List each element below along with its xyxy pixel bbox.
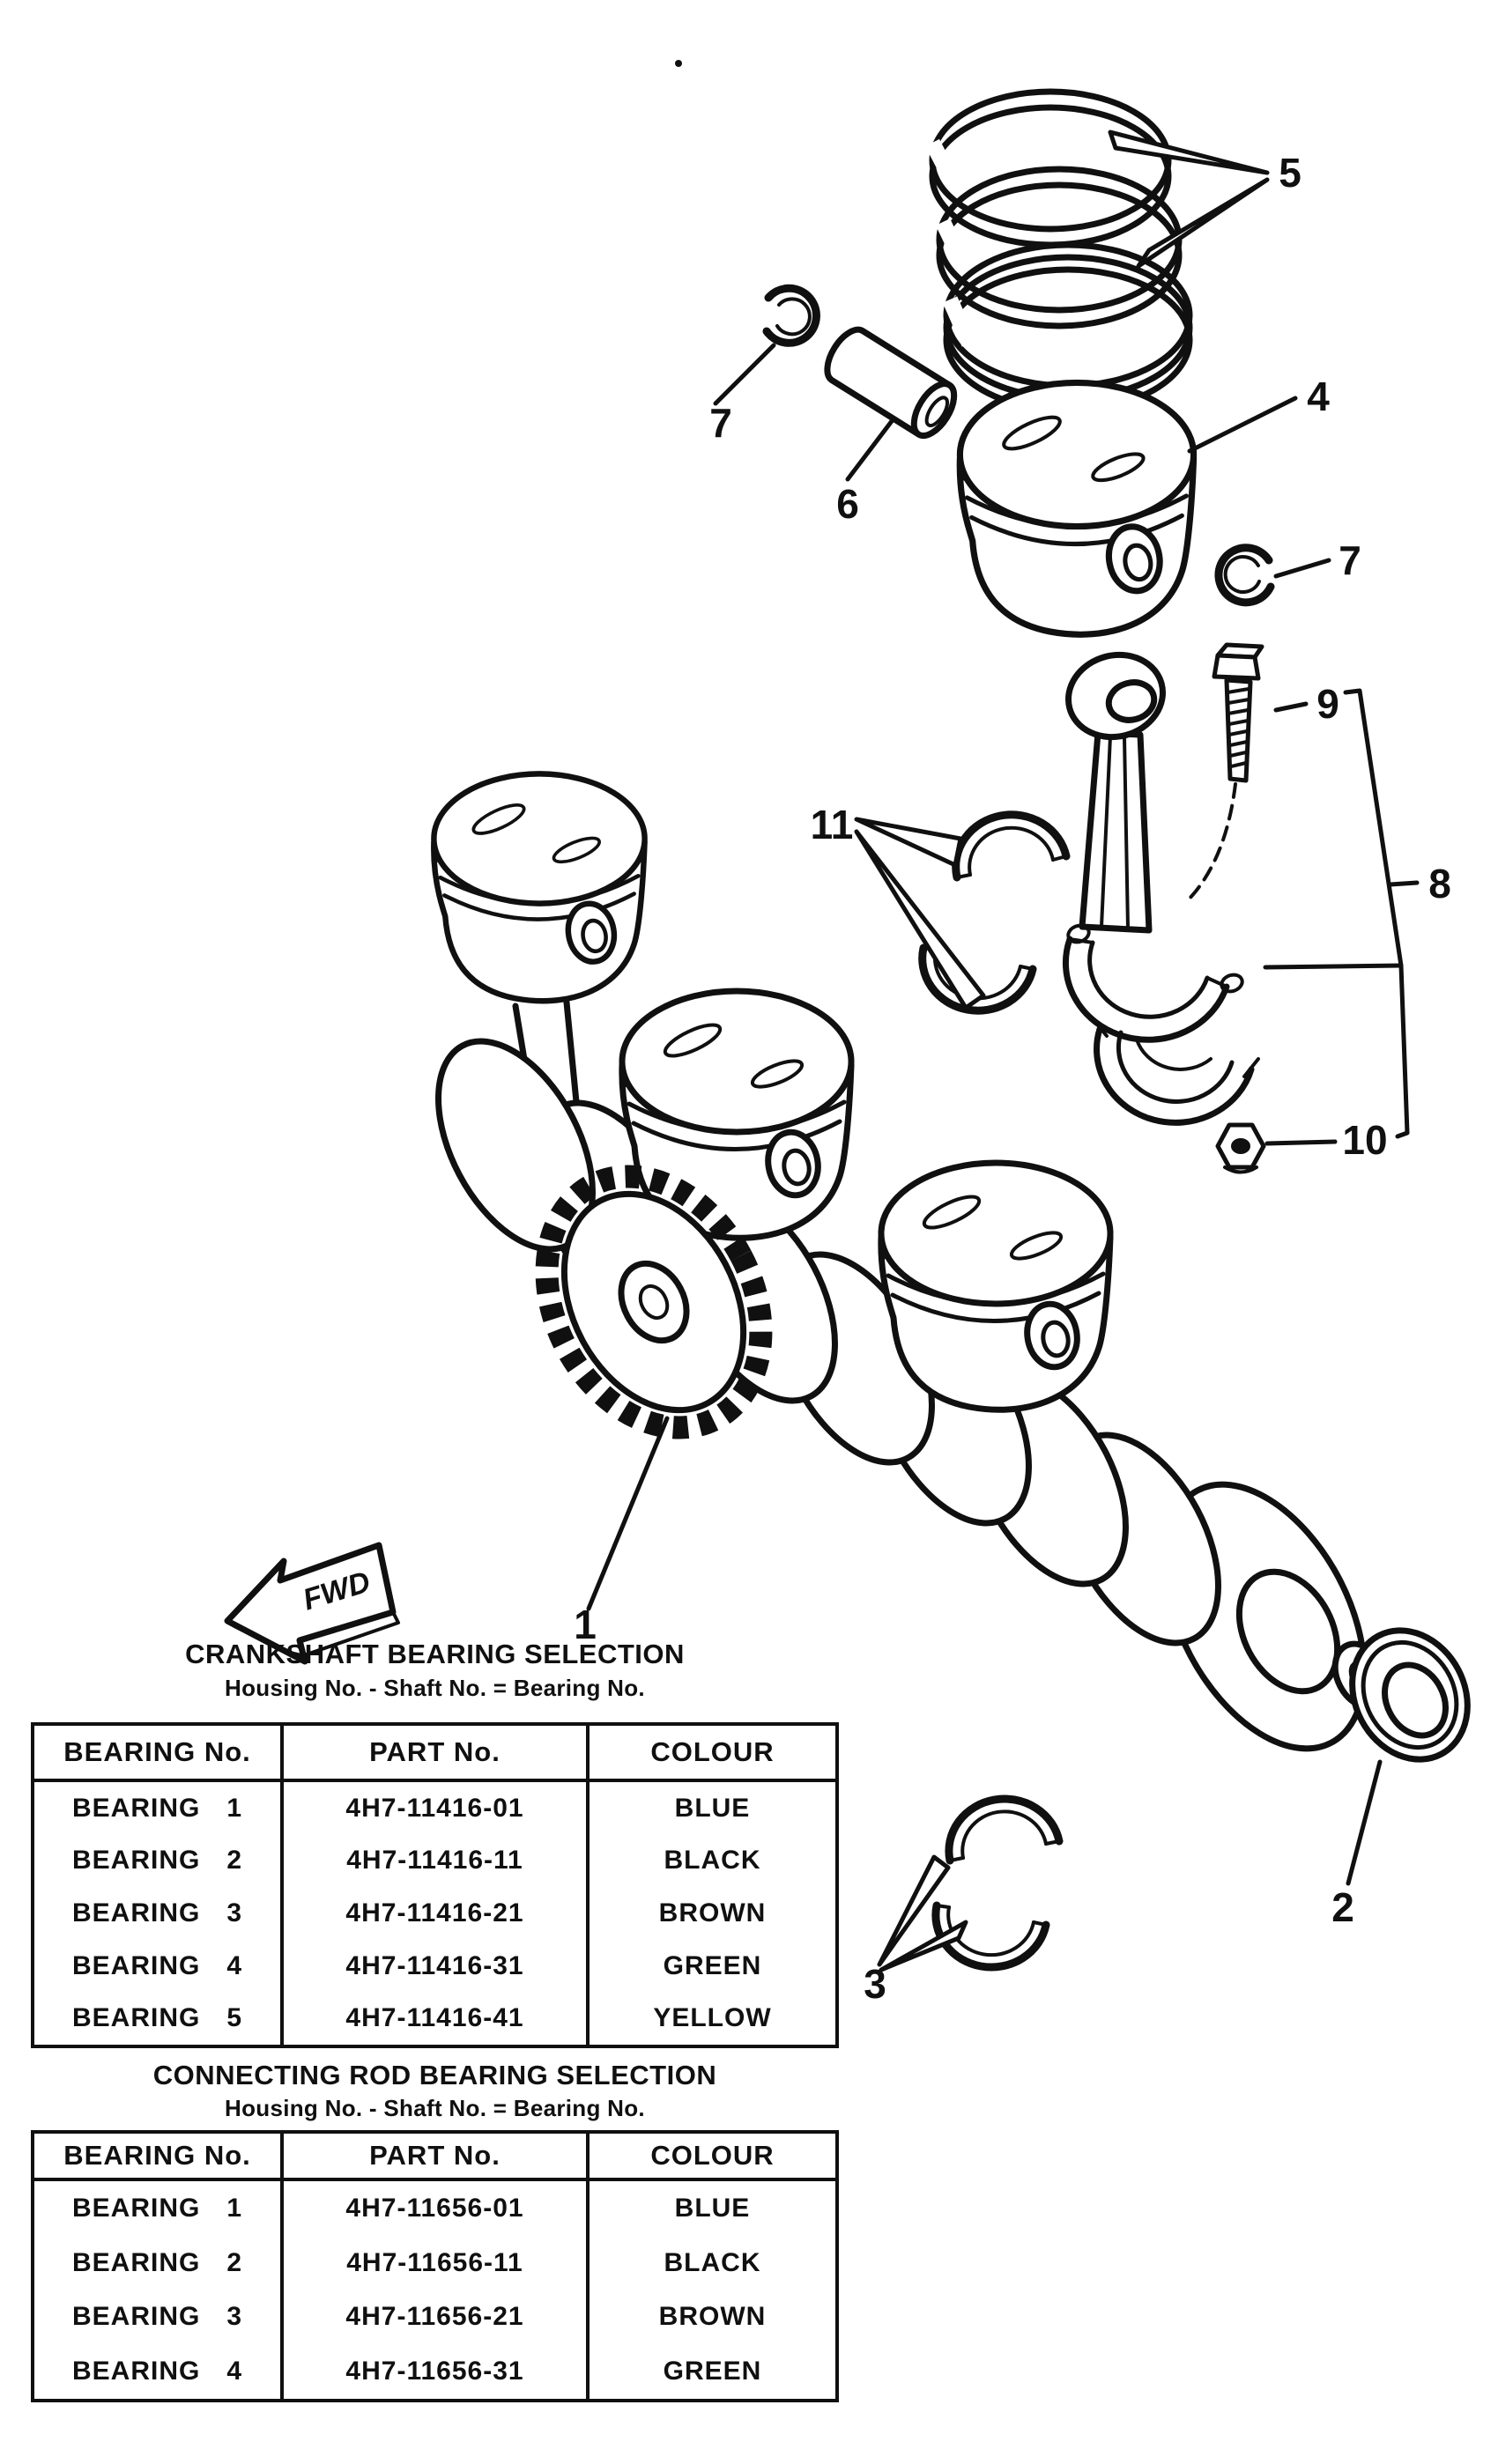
fwd-arrow-label: FWD (299, 1565, 374, 1617)
table-cell: 4H7-11416-01 (284, 1782, 590, 1835)
callout-7-right: 7 (1339, 537, 1361, 583)
connecting-rod (1059, 645, 1244, 1040)
table-cell: 4H7-11656-21 (284, 2290, 590, 2345)
piston-1 (434, 773, 644, 1001)
crankshaft-table-title: CRANKSHAFT BEARING SELECTION (185, 1639, 685, 1669)
table-cell: BROWN (658, 2302, 767, 2332)
bearing-no: 1 (226, 2193, 243, 2223)
bearing-label: BEARING (71, 2247, 201, 2277)
table-cell (34, 2290, 284, 2345)
col-header-part-no: PART No. (284, 1726, 590, 1782)
bearing-label: BEARING (71, 2003, 201, 2033)
callout-10: 10 (1342, 1117, 1388, 1163)
bearing-no: 2 (226, 1846, 243, 1876)
bolt-insertion-line (1186, 784, 1235, 902)
table-cell: 4H7-11656-11 (284, 2236, 590, 2290)
bearing-label: BEARING (71, 1898, 201, 1928)
leader-11 (857, 819, 983, 1008)
table-cell: 4H7-11656-01 (284, 2181, 590, 2236)
leader-6 (848, 421, 892, 479)
bearing-label: BEARING (71, 1950, 201, 1980)
piston-pin-clip-right (1219, 548, 1274, 603)
crankshaft-assembly (406, 773, 1405, 1781)
table-cell (34, 1992, 284, 2045)
bearing-no: 1 (226, 1793, 243, 1823)
leader-9 (1276, 704, 1306, 710)
callout-6: 6 (836, 481, 859, 527)
callout-4: 4 (1307, 374, 1330, 419)
table-cell: BLACK (664, 1846, 761, 1876)
table-cell: 4H7-11416-21 (284, 1887, 590, 1940)
piston-pin-clip-left (763, 288, 816, 343)
leader-4 (1190, 398, 1295, 451)
leader-1 (589, 1418, 667, 1609)
leader-2 (1348, 1762, 1380, 1883)
piston-3 (881, 1163, 1110, 1410)
col-header-colour: COLOUR (590, 1726, 835, 1782)
bearing-label: BEARING (71, 2193, 201, 2223)
table-cell (34, 1887, 284, 1940)
col-header-colour: COLOUR (590, 2134, 835, 2181)
callout-9: 9 (1316, 681, 1339, 727)
bearing-no: 2 (226, 2247, 243, 2277)
connecting-rod-bolt (1214, 645, 1262, 781)
table-cell (34, 2181, 284, 2236)
table-cell: YELLOW (653, 2003, 772, 2033)
bearing-label: BEARING (71, 2357, 201, 2386)
table-cell: 4H7-11656-31 (284, 2344, 590, 2399)
bearing-no: 5 (226, 2003, 243, 2033)
callout-3: 3 (864, 1961, 886, 2007)
table-cell: BLACK (664, 2247, 761, 2277)
crankshaft-table-subtitle: Housing No. - Shaft No. = Bearing No. (225, 1675, 645, 1701)
piston-loose (960, 382, 1193, 634)
bearing-no: 4 (226, 1950, 243, 1980)
table-cell (34, 1782, 284, 1835)
leader-10 (1267, 1142, 1335, 1143)
rod-table-title: CONNECTING ROD BEARING SELECTION (152, 2060, 717, 2090)
connecting-rod-nut (1218, 1125, 1264, 1173)
col-header-bearing-no: BEARING No. (34, 1726, 284, 1782)
col-header-part-no: PART No. (284, 2134, 590, 2181)
leader-7-right (1276, 560, 1329, 576)
callout-8: 8 (1428, 861, 1451, 906)
bearing-no: 3 (226, 2302, 243, 2332)
table-cell: BLUE (674, 2193, 751, 2223)
table-cell (34, 1835, 284, 1888)
bearing-label: BEARING (71, 2302, 201, 2332)
rod-table-subtitle: Housing No. - Shaft No. = Bearing No. (225, 2095, 645, 2121)
table-cell (34, 2236, 284, 2290)
crankshaft-bearing-table (31, 1722, 839, 2048)
table-cell (34, 1940, 284, 1993)
scan-speck-dot (675, 60, 682, 67)
bearing-no: 3 (226, 1898, 243, 1928)
callout-1: 1 (574, 1602, 597, 1647)
leader-7-left (716, 345, 774, 403)
table-cell: BROWN (658, 1898, 767, 1928)
table-cell (34, 2344, 284, 2399)
table-cell: 4H7-11416-31 (284, 1940, 590, 1993)
table-cell: GREEN (663, 1950, 762, 1980)
callout-11: 11 (810, 802, 854, 847)
table-cell: 4H7-11416-41 (284, 1992, 590, 2045)
callout-2: 2 (1331, 1884, 1354, 1930)
bearing-label: BEARING (71, 1793, 201, 1823)
callout-7-left: 7 (709, 400, 732, 446)
callout-5: 5 (1279, 150, 1301, 196)
table-cell: GREEN (663, 2357, 762, 2386)
connecting-rod-bearing-table (31, 2130, 839, 2402)
bracket-8 (1265, 691, 1417, 1136)
bearing-label: BEARING (71, 1846, 201, 1876)
bearing-no: 4 (226, 2357, 243, 2386)
table-cell: BLUE (674, 1793, 751, 1823)
col-header-bearing-no: BEARING No. (34, 2134, 284, 2181)
table-cell: 4H7-11416-11 (284, 1835, 590, 1888)
